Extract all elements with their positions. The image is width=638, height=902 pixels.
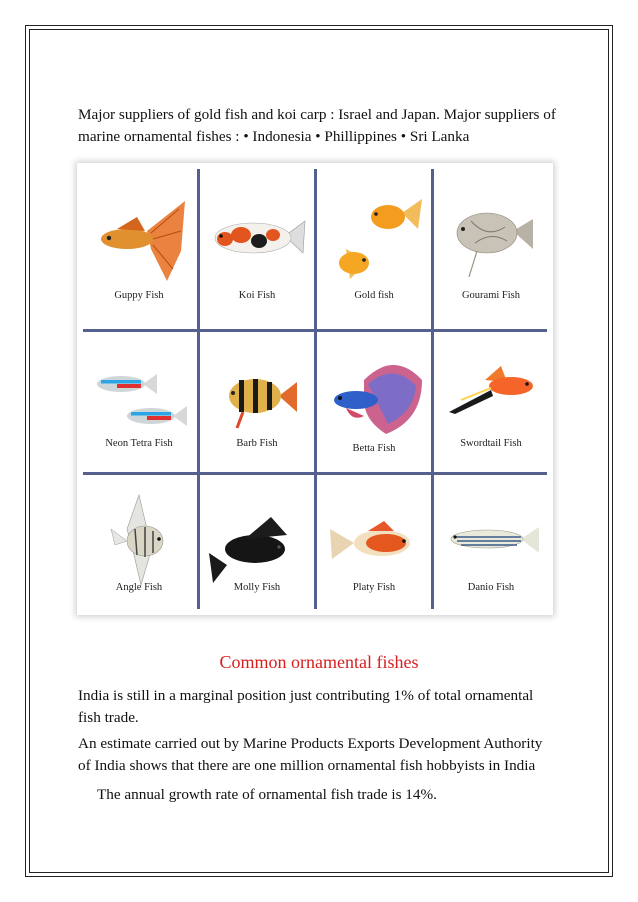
fish-cell	[81, 475, 197, 620]
fish-label: Gourami Fish	[461, 290, 521, 301]
fish-label: Barb Fish	[236, 438, 278, 449]
intro-paragraph: Major suppliers of gold fish and koi carp : Israel and Japan. Major suppliers of marine ornamental fishes : • Indonesia • Phillippines • Sri Lanka	[78, 106, 556, 145]
fish-cell	[316, 173, 432, 318]
molly-fish-icon	[207, 493, 307, 588]
fish-cell	[199, 475, 315, 620]
fish-label: Koi Fish	[238, 290, 276, 301]
fish-label: Molly Fish	[233, 582, 281, 593]
fish-label: Danio Fish	[467, 582, 515, 593]
gourami-fish-icon	[441, 191, 541, 286]
fish-cell	[81, 173, 197, 318]
figure-caption: Common ornamental fishes	[219, 652, 419, 672]
angel-fish-icon	[89, 493, 189, 588]
india-share-paragraph: India is still in a marginal position just contributing 1% of total ornamental fish trade.	[78, 687, 534, 726]
gold-fish-icon	[324, 191, 424, 286]
guppy-fish-icon	[89, 191, 189, 286]
koi-fish-icon	[207, 191, 307, 286]
fish-grid-figure	[77, 163, 553, 615]
fish-label: Guppy Fish	[114, 290, 164, 301]
danio-fish-icon	[441, 493, 541, 588]
fish-label: Platy Fish	[352, 582, 396, 593]
betta-fish-icon	[324, 350, 424, 445]
fish-label: Betta Fish	[352, 443, 396, 454]
fish-label: Neon Tetra Fish	[105, 438, 173, 449]
fish-label: Gold fish	[354, 290, 394, 301]
mpeda-paragraph: An estimate carried out by Marine Products Exports Development Authority of India shows that there are one million ornamental fish hobbyists in India	[78, 735, 543, 774]
fish-cell	[433, 475, 549, 620]
fish-cell	[433, 332, 549, 477]
fish-label: Swordtail Fish	[460, 438, 522, 449]
fish-label: Angle Fish	[115, 582, 163, 593]
fish-cell	[316, 475, 432, 620]
neon-tetra-fish-icon	[89, 350, 189, 445]
growth-paragraph: The annual growth rate of ornamental fish trade is 14%.	[97, 786, 437, 803]
fish-cell	[199, 332, 315, 477]
barb-fish-icon	[207, 350, 307, 445]
fish-cell	[199, 173, 315, 318]
fish-cell	[316, 332, 432, 477]
swordtail-fish-icon	[441, 350, 541, 445]
fish-cell	[81, 332, 197, 477]
fish-cell	[433, 173, 549, 318]
platy-fish-icon	[324, 493, 424, 588]
